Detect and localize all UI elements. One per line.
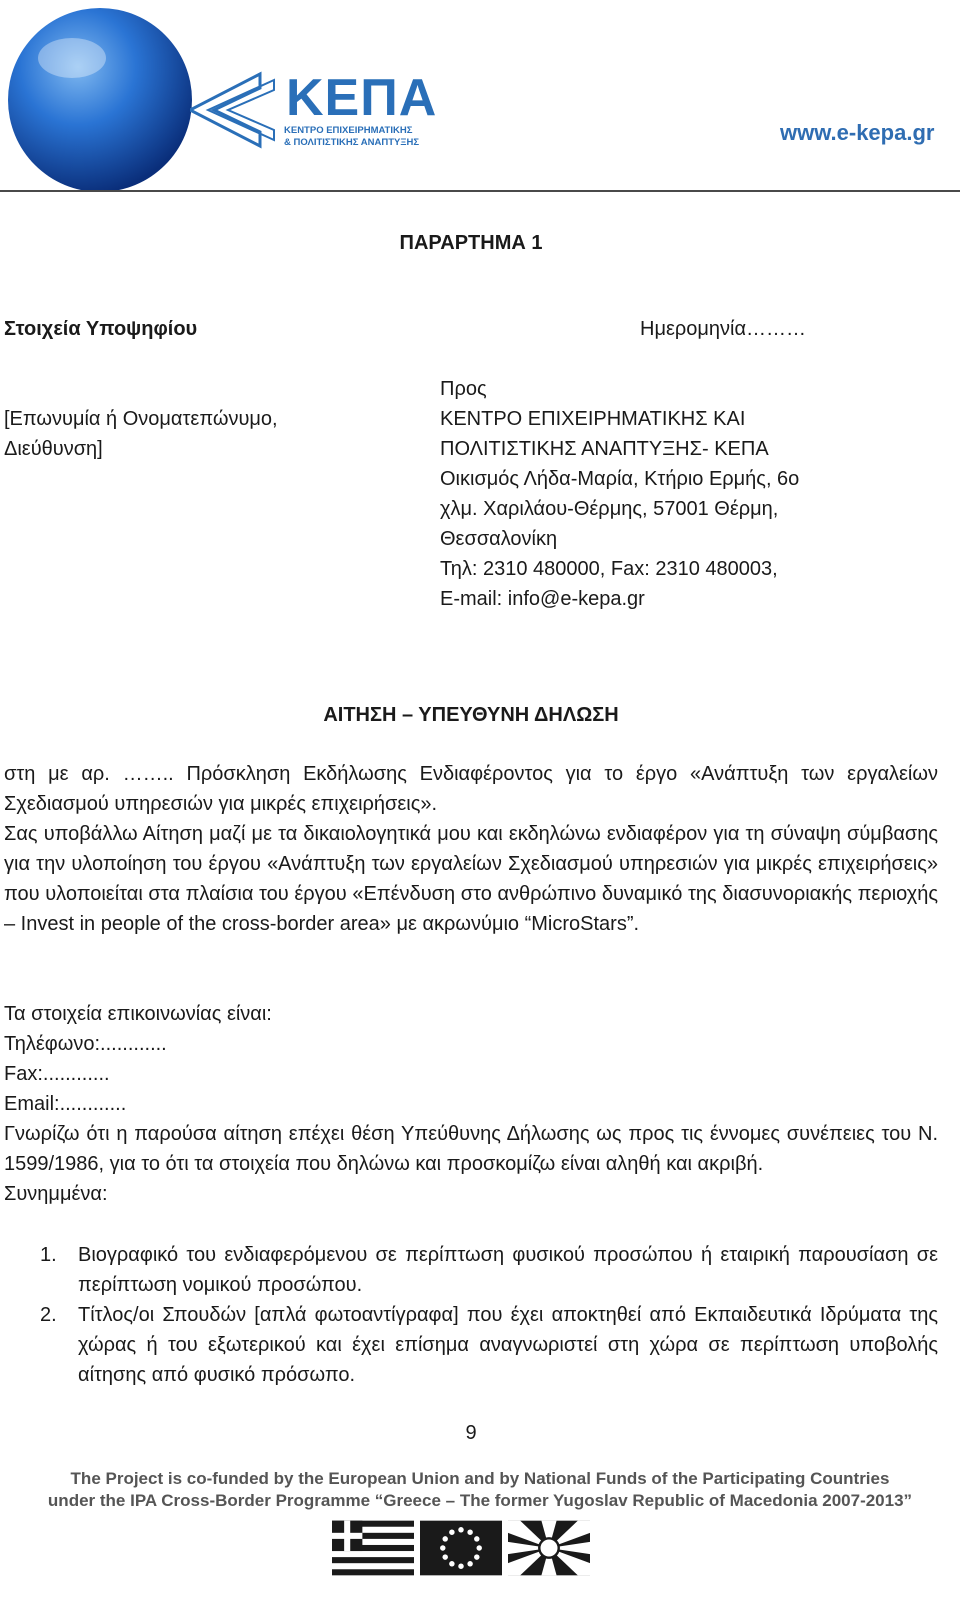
- list-item: [4, 1240, 938, 1300]
- list-item-number: 1.: [40, 1244, 57, 1266]
- recipient-line: Οικισμός Λήδα-Μαρία, Κτήριο Ερμής, 6ο: [440, 468, 800, 490]
- footer-line-2: under the IPA Cross-Border Programme “Greece – The former Yugoslav Republic of Macedonia 2007-2013”: [47, 1491, 913, 1510]
- main-paragraph: Σας υποβάλλω Αίτηση μαζί με τα δικαιολογητικά μου και εκδηλώνω ενδιαφέρον για τη σύναψη σύμβασης για την υλοποίηση του έργου «Ανάπτυξη των εργαλείων Σχεδιασμού υπηρεσιών για μικρές επιχειρήσεις» που υλοποιείται στα πλαίσια του έργου «Επένδυση στο ανθρώπινο δυναμικό της διασυνοριακής περιοχής – Invest in people of the cross-border area» με ακρωνύμιο “MicroStars”.: [4, 823, 938, 935]
- recipient-line: χλμ. Χαριλάου-Θέρμης, 57001 Θέρμη,: [440, 498, 779, 520]
- declaration-paragraph: Γνωρίζω ότι η παρούσα αίτηση επέχει θέση Υπεύθυνης Δήλωσης ως προς τις έννομες συνέπειες του Ν. 1599/1986, για το ότι τα στοιχεία που δηλώνω και προσκομίζω είναι αληθή και ακριβή.: [4, 1123, 938, 1175]
- application-title: ΑΙΤΗΣΗ – ΥΠΕΥΘΥΝΗ ΔΗΛΩΣΗ: [323, 704, 619, 726]
- recipient-line: Προς: [440, 378, 487, 400]
- email-line: Email:............: [4, 1093, 127, 1115]
- logo-subtitle: [284, 125, 419, 149]
- recipient-line: Τηλ: 2310 480000, Fax: 2310 480003,: [440, 558, 778, 580]
- footer-line-1: The Project is co-funded by the European Union and by National Funds of the Participating Countries: [70, 1469, 890, 1488]
- website-url: www.e-kepa.gr: [780, 120, 935, 145]
- footer-funding-text: [40, 1468, 920, 1512]
- eu-flag-icon: [420, 1520, 502, 1576]
- logo-name: ΚΕΠΑ: [286, 69, 438, 127]
- list-item-number: 2.: [40, 1304, 57, 1326]
- recipient-line: E-mail: info@e-kepa.gr: [440, 588, 645, 610]
- recipient-block: [440, 374, 910, 614]
- fax-line: Fax:............: [4, 1063, 110, 1085]
- logo-subtitle-line-1: ΚΕΝΤΡΟ ΕΠΙΧΕΙΡΗΜΑΤΙΚΗΣ: [284, 125, 413, 136]
- attachments-list: [4, 1240, 938, 1390]
- greek-flag-icon: [332, 1520, 414, 1576]
- sender-block: [4, 404, 384, 464]
- phone-line: Τηλέφωνο:............: [4, 1033, 167, 1055]
- contact-block: [4, 999, 938, 1209]
- list-item: [4, 1300, 938, 1390]
- recipient-line: ΚΕΝΤΡΟ ΕΠΙΧΕΙΡΗΜΑΤΙΚΗΣ ΚΑΙ: [440, 408, 746, 430]
- sender-line-1: [Επωνυμία ή Ονοματεπώνυμο,: [4, 408, 278, 430]
- header-divider: [0, 190, 960, 192]
- sender-line-2: Διεύθυνση]: [4, 438, 103, 460]
- fyrom-flag-icon: [508, 1520, 590, 1576]
- list-item-text: Βιογραφικό του ενδιαφερόμενου σε περίπτωση φυσικού προσώπου ή εταιρική παρουσίαση σε περίπτωση νομικού προσώπου.: [78, 1244, 938, 1296]
- logo-subtitle-line-2: & ΠΟΛΙΤΙΣΤΙΚΗΣ ΑΝΑΠΤΥΞΗΣ: [284, 137, 420, 148]
- candidate-heading: Στοιχεία Υποψηφίου: [4, 318, 198, 340]
- reference-paragraph: στη με αρ. …….. Πρόσκληση Εκδήλωσης Ενδιαφέροντος για το έργο «Ανάπτυξη των εργαλείων Σχεδιασμού υπηρεσιών για μικρές επιχειρήσεις».: [4, 763, 938, 815]
- date-field: Ημερομηνία………: [640, 318, 807, 340]
- recipient-line: Θεσσαλονίκη: [440, 528, 558, 550]
- page-number: 9: [465, 1422, 477, 1444]
- annex-title: ΠΑΡΑΡΤΗΜΑ 1: [399, 232, 543, 254]
- contact-intro: Τα στοιχεία επικοινωνίας είναι:: [4, 1003, 272, 1025]
- attachments-label: Συνημμένα:: [4, 1183, 108, 1205]
- list-item-text: Τίτλος/οι Σπουδών [απλά φωτοαντίγραφα] που έχει αποκτηθεί από Εκπαιδευτικά Ιδρύματα της χώρας ή του εξωτερικού και έχει επίσημα αναγνωριστεί στη χώρα σε περίπτωση υποβολής αίτησης από φυσικό πρόσωπο.: [78, 1304, 938, 1386]
- globe-logo-icon: [0, 0, 200, 200]
- recipient-line: ΠΟΛΙΤΙΣΤΙΚΗΣ ΑΝΑΠΤΥΞΗΣ- ΚΕΠΑ: [440, 438, 769, 460]
